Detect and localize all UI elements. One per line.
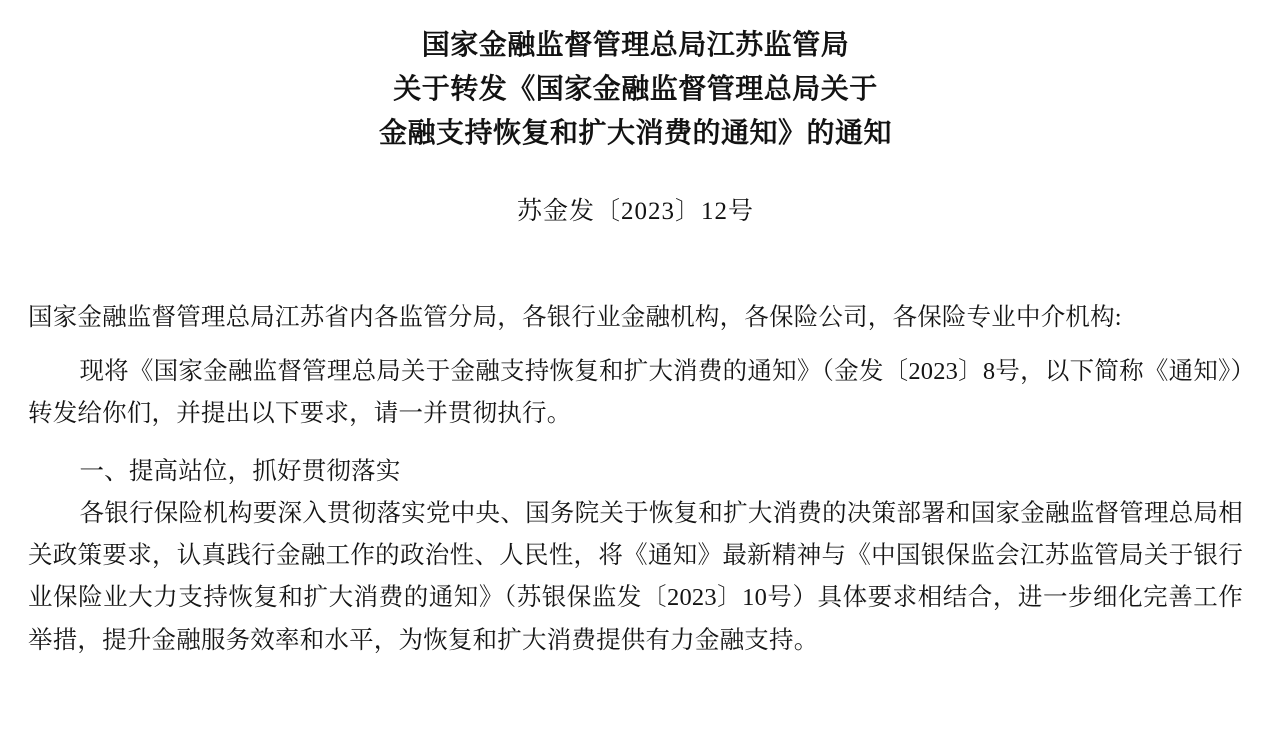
spacer bbox=[28, 339, 1243, 351]
title-line-3: 金融支持恢复和扩大消费的通知》的通知 bbox=[378, 118, 892, 150]
page-title bbox=[28, 0, 1243, 157]
title-line-2: 关于转发《国家金融监督管理总局关于 bbox=[393, 74, 878, 106]
title-line-1: 国家金融监督管理总局江苏监管局 bbox=[421, 30, 850, 61]
document-body bbox=[28, 227, 1243, 662]
paragraph-section-1-body: 各银行保险机构要深入贯彻落实党中央、国务院关于恢复和扩大消费的决策部署和国家金融监督管理总局相关政策要求，认真践行金融工作的政治性、人民性，将《通知》最新精神与《中国银保监会江苏监管局关于银行业保险业大力支持恢复和扩大消费的通知》（苏银保监发〔2023〕10号）具体要求相结合，进一步细化完善工作举措，提升金融服务效率和水平，为恢复和扩大消费提供有力金融支持。 bbox=[28, 500, 1243, 654]
addressee-line: 国家金融监督管理总局江苏省内各监管分局，各银行业金融机构，各保险公司，各保险专业中介机构: bbox=[28, 303, 1122, 331]
spacer bbox=[28, 435, 1243, 451]
paragraph-forwarding: 现将《国家金融监督管理总局关于金融支持恢复和扩大消费的通知》（金发〔2023〕8号，以下简称《通知》）转发给你们，并提出以下要求，请一并贯彻执行。 bbox=[28, 357, 1243, 427]
document-number: 苏金发〔2023〕12号 bbox=[516, 197, 754, 225]
section-heading-1: 一、提高站位，抓好贯彻落实 bbox=[79, 458, 401, 486]
